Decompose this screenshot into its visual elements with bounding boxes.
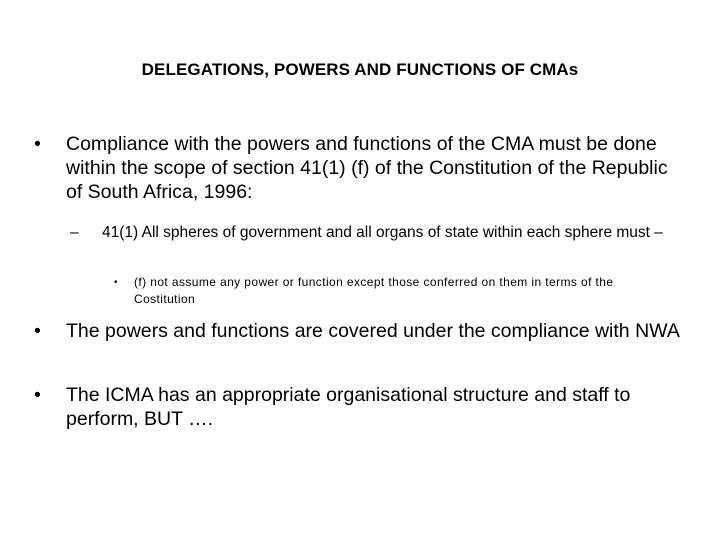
sub-bullet-section-41 bbox=[70, 222, 680, 243]
bullet-icma-structure bbox=[30, 383, 680, 431]
bullet-marker: • bbox=[34, 384, 41, 406]
slide-title: DELEGATIONS, POWERS AND FUNCTIONS OF CMAs bbox=[141, 60, 579, 79]
sub-sub-bullet-text: (f) not assume any power or function except those conferred on them in terms of the Costitution bbox=[134, 275, 614, 306]
sub-bullet-text: 41(1) All spheres of government and all organs of state within each sphere must – bbox=[102, 224, 663, 241]
bullet-text: The powers and functions are covered under the compliance with NWA bbox=[66, 320, 680, 342]
dash-marker: – bbox=[70, 224, 79, 241]
bullet-marker: • bbox=[34, 320, 41, 342]
bullet-nwa-compliance bbox=[30, 319, 680, 343]
bullet-text: The ICMA has an appropriate organisational structure and staff to perform, BUT …. bbox=[66, 384, 631, 430]
bullet-compliance-scope bbox=[30, 132, 680, 204]
bullet-marker: • bbox=[114, 277, 118, 288]
bullet-marker: • bbox=[34, 133, 41, 155]
bullet-text: Compliance with the powers and functions of the CMA must be done within the scope of section 41(1) (f) of the Constitution of the Republic of South Africa, 1996: bbox=[66, 133, 668, 203]
sub-sub-bullet-clause-f bbox=[108, 274, 678, 308]
